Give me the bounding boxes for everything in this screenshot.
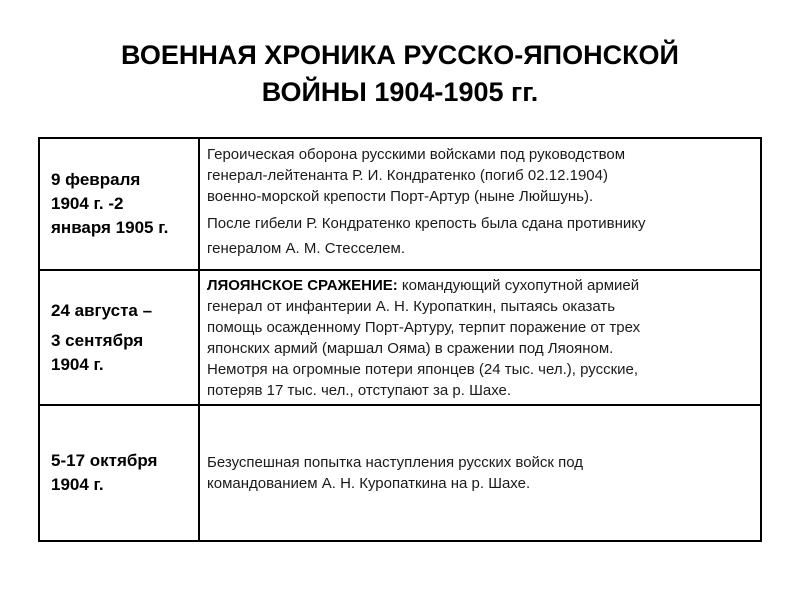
description-line: помощь осажденному Порт-Артуру, терпит поражение от трех <box>207 318 641 336</box>
description-cell <box>199 270 761 405</box>
date-line: января 1905 г. <box>51 218 169 237</box>
description-line: военно-морской крепости Порт-Артур (ныне Люйшунь). <box>207 188 594 205</box>
date-line: 1904 г. -2 <box>51 194 124 213</box>
page-title <box>40 37 760 111</box>
table-row <box>39 270 761 405</box>
date-line: 24 августа – <box>51 300 153 320</box>
description-line: потеряв 17 тыс. чел., отступают за р. Шахе. <box>207 381 512 399</box>
description-line: японских армий (маршал Ояма) в сражении под Ляояном. <box>207 339 614 357</box>
description-cell <box>199 405 761 541</box>
date-cell <box>39 138 199 270</box>
description-line: командованием А. Н. Куропаткина на р. Шахе. <box>207 475 531 492</box>
description-line: Безуспешная попытка наступления русских войск под <box>207 454 584 471</box>
date-line: 9 февраля <box>51 170 141 189</box>
title-line-1: ВОЕННАЯ ХРОНИКА РУССКО-ЯПОНСКОЙ <box>121 40 679 70</box>
date-line: 3 сентября <box>51 330 144 350</box>
description-line: генералом А. М. Стесселем. <box>207 240 406 257</box>
description-text: командующий сухопутной армией <box>397 276 640 294</box>
table-row <box>39 138 761 270</box>
date-cell <box>39 270 199 405</box>
date-line: 1904 г. <box>51 354 104 374</box>
title-line-2: ВОЙНЫ 1904-1905 гг. <box>261 77 539 107</box>
description-line: генерал от инфантерии А. Н. Куропаткин, пытаясь оказать <box>207 297 616 315</box>
date-cell <box>39 405 199 541</box>
chronicle-table <box>38 137 762 542</box>
table-row <box>39 405 761 541</box>
description-line: генерал-лейтенанта Р. И. Кондратенко (погиб 02.12.1904) <box>207 167 608 184</box>
date-line: 5-17 октября <box>51 451 158 470</box>
description-line: Немотря на огромные потери японцев (24 тыс. чел.), русские, <box>207 360 639 378</box>
description-line: После гибели Р. Кондратенко крепость была сдана противнику <box>207 215 646 232</box>
description-line <box>207 275 752 296</box>
description-cell <box>199 138 761 270</box>
date-line: 1904 г. <box>51 475 104 494</box>
description-line: Героическая оборона русскими войсками под руководством <box>207 146 626 163</box>
battle-heading: ЛЯОЯНСКОЕ СРАЖЕНИЕ: <box>207 276 398 294</box>
